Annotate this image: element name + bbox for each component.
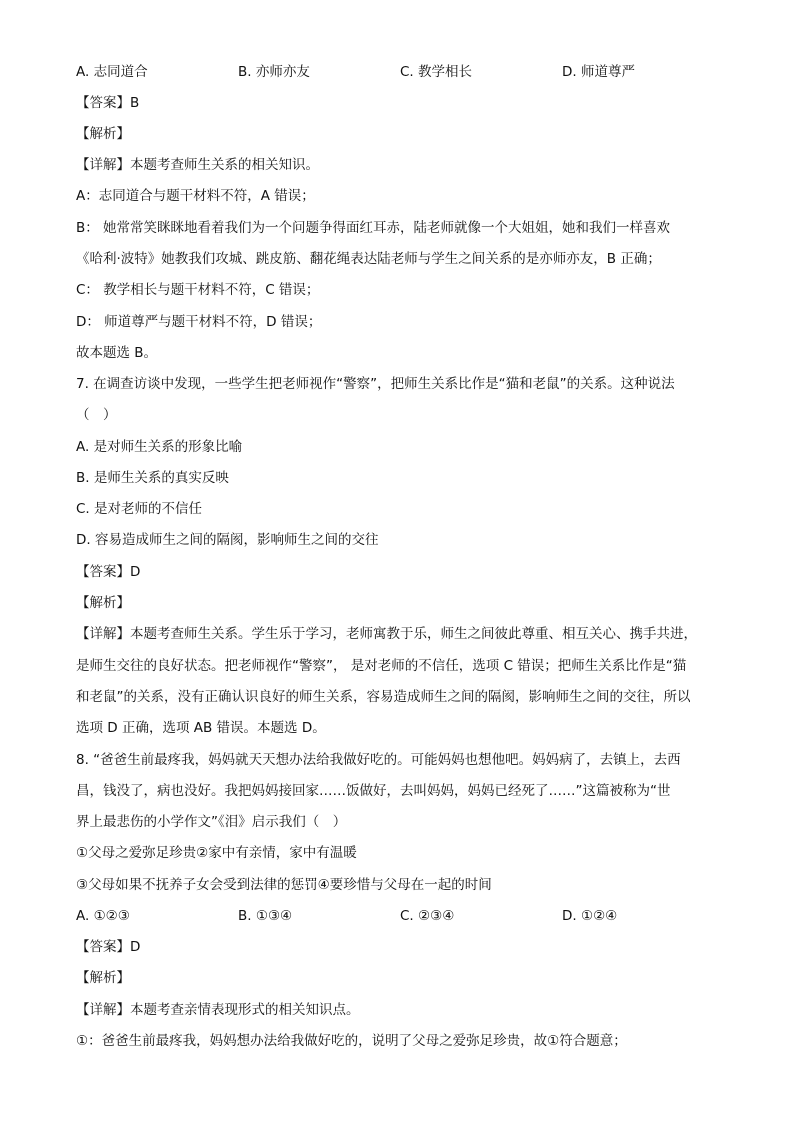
q8-stem: 昌，钱没了，病也没好。我把妈妈接回家……饭做好，去叫妈妈，妈妈已经死了……”这篇被称为“世 [76, 783, 671, 799]
q6-answer: 【答案】B [76, 95, 140, 111]
q6-detail-line: 《哈利·波特》她教我们攻城、跳皮筋、翻花绳表达陆老师与学生之间关系的是亦师亦友，B 正确； [76, 251, 661, 267]
q8-detail-line: 【详解】本题考查亲情表现形式的相关知识点。 [76, 1002, 360, 1018]
q6-conclusion: 故本题选 B。 [76, 345, 158, 361]
q7-analysis-heading: 【解析】 [76, 595, 130, 611]
q8-option-a: A. ①②③ [76, 908, 130, 924]
q7-option-a: A. 是对师生关系的形象比喻 [76, 439, 243, 455]
q6-option-a: A. 志同道合 [76, 64, 148, 80]
q8-stem: 界上最悲伤的小学作文”《泪》启示我们（ ） [76, 814, 347, 830]
q7-detail-line: 【详解】本题考查师生关系。学生乐于学习，老师寓教于乐，师生之间彼此尊重、相互关心、携手共进， [76, 626, 697, 642]
q7-stem: 7. 在调查访谈中发现，一些学生把老师视作“警察”，把师生关系比作是“猫和老鼠”的关系。这种说法 [76, 376, 675, 392]
q7-stem-blank: （ ） [76, 407, 117, 423]
q7-option-c: C. 是对老师的不信任 [76, 501, 203, 517]
q7-option-d: D. 容易造成师生之间的隔阂，影响师生之间的交往 [76, 532, 379, 548]
q8-stem: 8. “爸爸生前最疼我，妈妈就天天想办法给我做好吃的。可能妈妈也想他吧。妈妈病了，去镇上，去西 [76, 752, 681, 768]
q8-statement-line: ③父母如果不抚养子女会受到法律的惩罚④要珍惜与父母在一起的时间 [76, 877, 492, 893]
q7-option-b: B. 是师生关系的真实反映 [76, 470, 229, 486]
q8-analysis-heading: 【解析】 [76, 970, 130, 986]
q7-answer: 【答案】D [76, 564, 141, 580]
q6-detail-line: B： 她常常笑眯眯地看着我们为一个问题争得面红耳赤，陆老师就像一个大姐姐，她和我们一样喜欢 [76, 220, 671, 236]
q6-detail-line: D： 师道尊严与题干材料不符，D 错误； [76, 314, 322, 330]
q6-detail-line: A：志同道合与题干材料不符，A 错误； [76, 188, 315, 204]
q8-answer: 【答案】D [76, 939, 141, 955]
q6-option-c: C. 教学相长 [400, 64, 473, 80]
q6-option-b: B. 亦师亦友 [238, 64, 310, 80]
q7-detail-line: 是师生交往的良好状态。把老师视作“警察”， 是对老师的不信任，选项 C 错误；把师生关系比作是“猫 [76, 658, 687, 674]
q6-detail-line: 【详解】本题考查师生关系的相关知识。 [76, 157, 319, 173]
q8-option-b: B. ①③④ [238, 908, 293, 924]
q8-statement-line: ①父母之爱弥足珍贵②家中有亲情，家中有温暖 [76, 845, 357, 861]
q6-option-d: D. 师道尊严 [562, 64, 635, 80]
q8-option-d: D. ①②④ [562, 908, 618, 924]
q7-detail-line: 选项 D 正确，选项 AB 错误。本题选 D。 [76, 720, 326, 736]
q7-detail-line: 和老鼠”的关系，没有正确认识良好的师生关系，容易造成师生之间的隔阂，影响师生之间的交往，所以 [76, 689, 691, 705]
q8-option-c: C. ②③④ [400, 908, 455, 924]
q6-detail-line: C： 教学相长与题干材料不符，C 错误； [76, 282, 320, 298]
q6-analysis-heading: 【解析】 [76, 126, 130, 142]
q8-detail-line: ①：爸爸生前最疼我，妈妈想办法给我做好吃的，说明了父母之爱弥足珍贵，故①符合题意； [76, 1033, 627, 1049]
